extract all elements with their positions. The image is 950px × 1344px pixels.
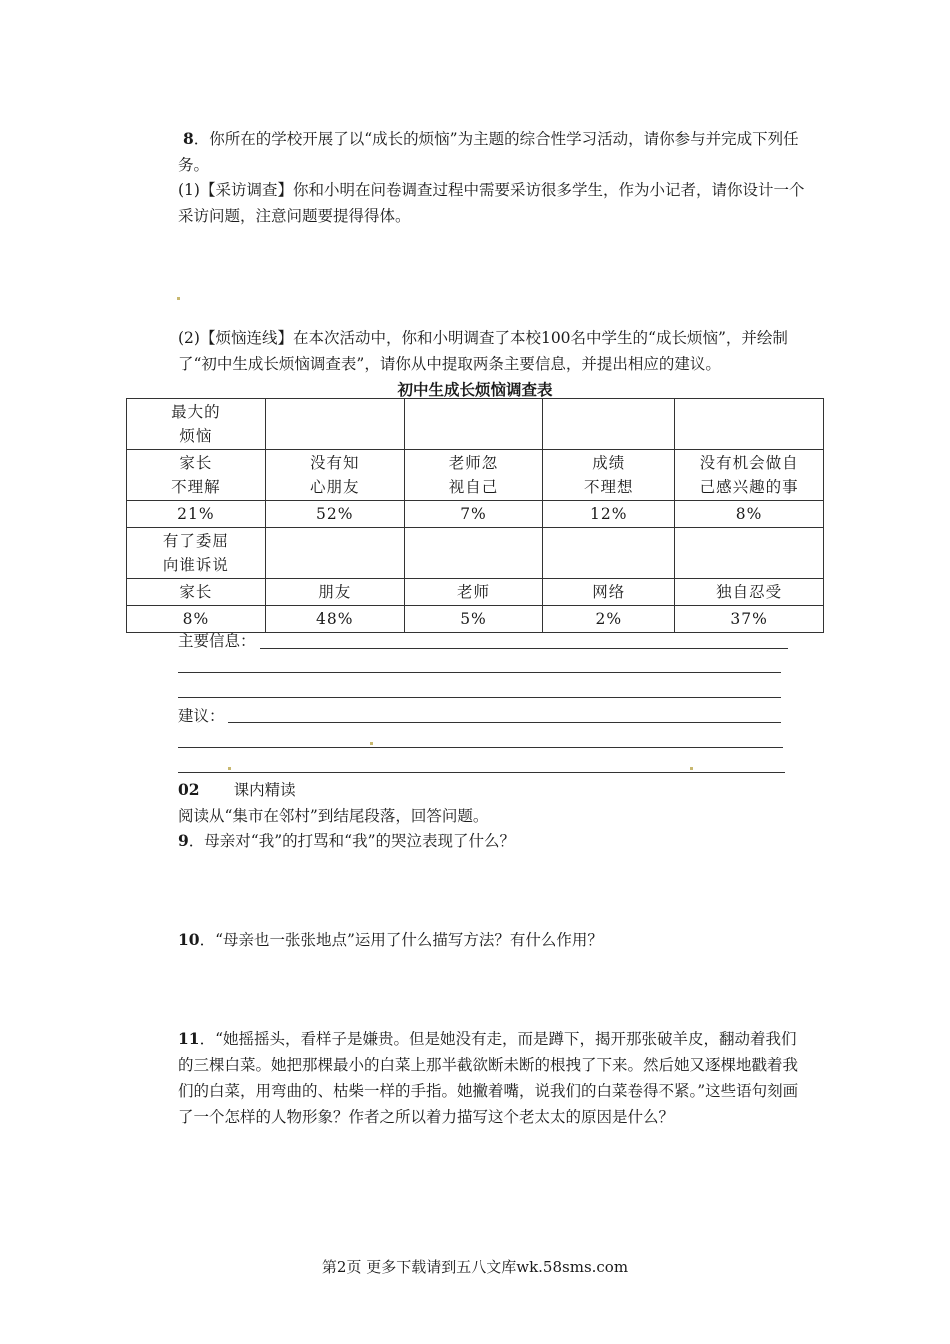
section-intro: 阅读从“集市在邻村”到结尾段落，回答问题。 <box>178 807 489 825</box>
table-cell: 独自忍受 <box>675 579 824 606</box>
advice-answer-line-3[interactable] <box>178 772 785 773</box>
table-cell: 家长 不理解 <box>127 450 266 501</box>
table-cell <box>543 399 675 450</box>
question-11 <box>178 1026 808 1130</box>
question-10-number: 10 <box>178 930 200 949</box>
table-cell: 5% <box>404 606 543 633</box>
table-cell: 没有机会做自 己感兴趣的事 <box>675 450 824 501</box>
question-11-text: ．“她摇摇头，看样子是嫌贵。但是她没有走，而是蹲下，揭开那张破羊皮，翻动着我们的三棵白菜。她把那棵最小的白菜上那半截欲断未断的根拽了下来。然后她又逐棵地戳着我们的白菜，用弯曲的、枯柴一样的手指。她撇着嘴，说我们的白菜卷得不紧。”这些语句刻画了一个怎样的人物形象？作者之所以着力描写这个老太太的原因是什么？ <box>178 1030 799 1126</box>
question-8-text: ．你所在的学校开展了以“成长的烦恼”为主题的综合性学习活动，请你参与并完成下列任务。 <box>178 130 799 174</box>
table-cell <box>404 399 543 450</box>
table-cell: 最大的 烦恼 <box>127 399 266 450</box>
table-cell <box>404 528 543 579</box>
info-label: 主要信息： <box>178 632 256 650</box>
table-cell: 朋友 <box>265 579 404 606</box>
info-answer-line-2[interactable] <box>178 672 781 673</box>
table-cell: 37% <box>675 606 824 633</box>
question-8-part1: (1)【采访调查】你和小明在问卷调查过程中需要采访很多学生，作为小记者，请你设计一个采访问题，注意问题要提得得体。 <box>178 181 805 225</box>
survey-table <box>126 398 824 633</box>
info-answer-line-1[interactable] <box>260 648 788 649</box>
scan-dot <box>177 297 180 300</box>
table-cell: 52% <box>265 501 404 528</box>
table-cell: 21% <box>127 501 266 528</box>
table-cell: 2% <box>543 606 675 633</box>
section-heading <box>178 778 296 802</box>
question-11-number: 11 <box>178 1029 200 1048</box>
table-cell: 7% <box>404 501 543 528</box>
advice-answer-line-1[interactable] <box>228 722 781 723</box>
table-cell <box>675 528 824 579</box>
question-8-number: 8 <box>182 129 194 148</box>
table-cell: 网络 <box>543 579 675 606</box>
table-cell: 成绩 不理想 <box>543 450 675 501</box>
info-answer-line-3[interactable] <box>178 697 781 698</box>
table-cell <box>543 528 675 579</box>
table-cell: 12% <box>543 501 675 528</box>
table-row <box>127 399 824 450</box>
table-cell: 8% <box>127 606 266 633</box>
table-row <box>127 528 824 579</box>
table-cell: 有了委屈 向谁诉说 <box>127 528 266 579</box>
scan-dot <box>228 767 231 770</box>
table-cell: 老师 <box>404 579 543 606</box>
table-caption: 初中生成长烦恼调查表 <box>397 380 553 399</box>
table-cell: 老师忽 视自己 <box>404 450 543 501</box>
table-cell: 48% <box>265 606 404 633</box>
table-row <box>127 579 824 606</box>
table-cell <box>265 528 404 579</box>
table-cell: 8% <box>675 501 824 528</box>
question-10-text: ．“母亲也一张张地点”运用了什么描写方法？有什么作用？ <box>199 931 603 949</box>
table-cell: 家长 <box>127 579 266 606</box>
question-10 <box>178 928 603 952</box>
question-9 <box>178 829 515 853</box>
table-cell <box>265 399 404 450</box>
question-8-part2: (2)【烦恼连线】在本次活动中，你和小明调查了本校100名中学生的“成长烦恼”，并绘制了“初中生成长烦恼调查表”，请你从中提取两条主要信息，并提出相应的建议。 <box>178 329 788 373</box>
scan-dot <box>690 767 693 770</box>
scan-dot <box>370 742 373 745</box>
section-number: 02 <box>178 780 200 799</box>
table-row <box>127 450 824 501</box>
table-cell <box>675 399 824 450</box>
section-title: 课内精读 <box>233 781 296 799</box>
question-8 <box>178 126 808 178</box>
table-cell: 没有知 心朋友 <box>265 450 404 501</box>
question-9-text: ．母亲对“我”的打骂和“我”的哭泣表现了什么？ <box>188 832 515 850</box>
question-9-number: 9 <box>178 831 189 850</box>
page-footer: 第2页 更多下载请到五八文库wk.58sms.com <box>321 1258 629 1276</box>
table-row <box>127 501 824 528</box>
advice-answer-line-2[interactable] <box>178 747 783 748</box>
advice-label: 建议： <box>178 707 225 725</box>
